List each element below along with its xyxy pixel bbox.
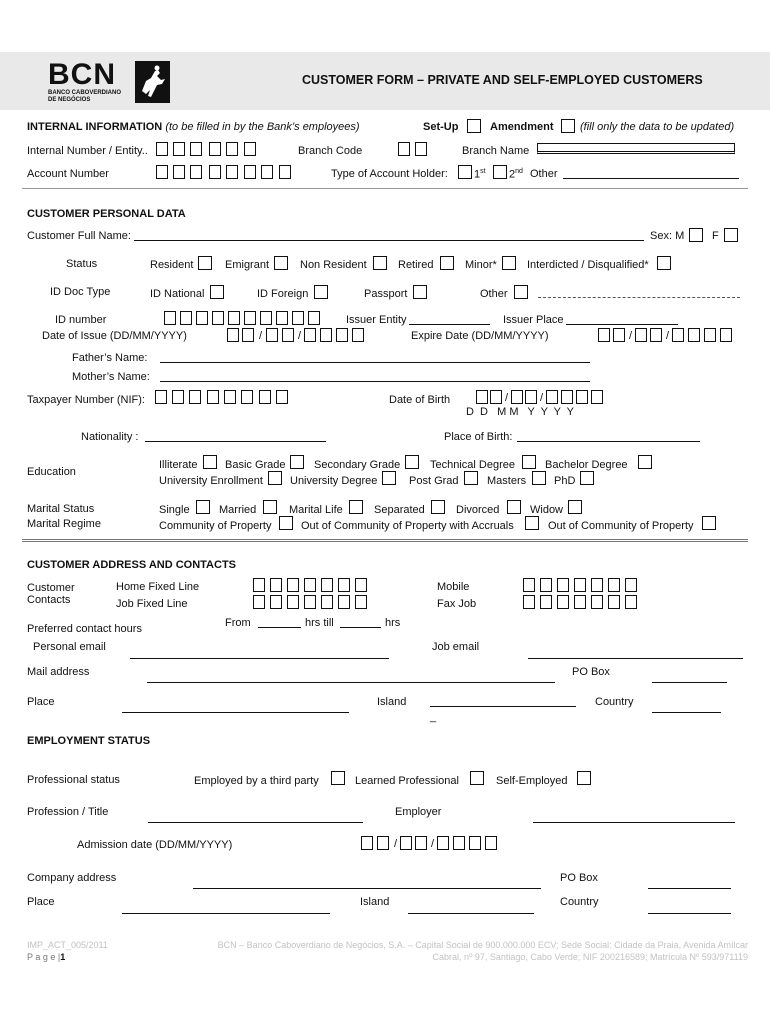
- preferred-hours-label: Preferred contact hours: [27, 623, 142, 635]
- edu-phd-label: PhD: [554, 475, 576, 487]
- island-label: Island: [377, 696, 407, 708]
- personal-heading: CUSTOMER PERSONAL DATA: [27, 208, 186, 220]
- po-box-field[interactable]: [652, 682, 727, 683]
- full-name-field[interactable]: [134, 240, 644, 241]
- professional-status-label: Professional status: [27, 774, 120, 786]
- regime-out-label: Out of Community of Property: [548, 520, 694, 532]
- sex-m-checkbox[interactable]: [689, 228, 703, 242]
- status-interdicted-label: Interdicted / Disqualified*: [527, 259, 649, 271]
- island-dash: _: [430, 711, 437, 723]
- amendment-label: Amendment: [490, 121, 554, 133]
- status-resident-label: Resident: [150, 259, 194, 271]
- status-minor-label: Minor*: [465, 259, 497, 271]
- internal-heading: INTERNAL INFORMATION (to be filled in by the Bank’s employees): [27, 121, 360, 133]
- employed-third-party-checkbox[interactable]: [331, 771, 345, 785]
- employment-po-box-label: PO Box: [560, 872, 598, 884]
- expire-date-label: Expire Date (DD/MM/YYYY): [411, 330, 549, 342]
- regime-community-label: Community of Property: [159, 520, 272, 532]
- father-name-field[interactable]: [160, 362, 590, 363]
- branch-name-label: Branch Name: [462, 145, 530, 157]
- sex-m-label: Sex: M: [650, 230, 685, 242]
- status-non-resident-label: Non Resident: [300, 259, 367, 271]
- marital-life-checkbox[interactable]: [349, 500, 363, 514]
- nif-label: Taxpayer Number (NIF):: [27, 394, 145, 406]
- status-non-resident-checkbox[interactable]: [373, 256, 387, 270]
- employment-island-label: Island: [360, 896, 390, 908]
- self-employed-label: Self-Employed: [496, 775, 568, 787]
- sex-f-label: F: [712, 230, 719, 242]
- status-interdicted-checkbox[interactable]: [657, 256, 671, 270]
- father-name-label: Father’s Name:: [72, 352, 148, 364]
- marital-separated-label: Separated: [374, 504, 425, 516]
- personal-email-label: Personal email: [33, 641, 106, 653]
- employment-po-box-field[interactable]: [648, 888, 731, 889]
- home-fixed-label: Home Fixed Line: [116, 581, 200, 593]
- marital-married-checkbox[interactable]: [263, 500, 277, 514]
- marital-single-label: Single: [159, 504, 190, 516]
- marital-widow-checkbox[interactable]: [568, 500, 582, 514]
- edu-bachelor-label: Bachelor Degree: [545, 459, 628, 471]
- edu-technical-label: Technical Degree: [430, 459, 515, 471]
- full-name-label: Customer Full Name:: [27, 230, 131, 242]
- horse-rider-emblem-icon: [135, 61, 170, 103]
- footer-code: IMP_ACT_005/2011: [27, 940, 108, 950]
- internal-number-label: Internal Number / Entity..: [27, 145, 148, 157]
- edu-postgrad-label: Post Grad: [409, 475, 459, 487]
- birth-place-field[interactable]: [517, 441, 700, 442]
- mail-address-field[interactable]: [147, 682, 555, 683]
- nationality-field[interactable]: [145, 441, 326, 442]
- marital-separated-checkbox[interactable]: [431, 500, 445, 514]
- holder-second-checkbox[interactable]: [493, 165, 507, 179]
- branch-code-label: Branch Code: [298, 145, 363, 157]
- footer-legal: BCN – Banco Caboverdiano de Negócios, S.A. – Capital Social de 900.000.000 ECV; Sede Social: Cidade da Praia, Avenida Amílcar Cabral, nº 97, Santiago, Cabo Verde; NIF 200216589; Matrícula Nº 593/971119: [217, 940, 748, 962]
- marital-status-label: Marital Status: [27, 503, 95, 515]
- mother-name-field[interactable]: [160, 381, 590, 382]
- id-other-checkbox[interactable]: [514, 285, 528, 299]
- divider: [22, 188, 748, 189]
- from-field[interactable]: [258, 627, 301, 628]
- birth-place-label: Place of Birth:: [444, 431, 513, 443]
- passport-checkbox[interactable]: [413, 285, 427, 299]
- passport-label: Passport: [364, 288, 408, 300]
- employed-third-party-label: Employed by a third party: [194, 775, 319, 787]
- edu-illiterate-label: Illiterate: [159, 459, 198, 471]
- marital-widow-label: Widow: [530, 504, 564, 516]
- form-title: CUSTOMER FORM – PRIVATE AND SELF-EMPLOYED CUSTOMERS: [302, 73, 703, 87]
- marital-regime-label: Marital Regime: [27, 518, 101, 530]
- issuer-place-field[interactable]: [566, 324, 678, 325]
- hrs-till-label: hrs till: [305, 617, 334, 629]
- marital-married-label: Married: [219, 504, 257, 516]
- po-box-label: PO Box: [572, 666, 610, 678]
- mail-address-label: Mail address: [27, 666, 90, 678]
- dob-label: Date of Birth: [389, 394, 451, 406]
- id-other-label: Other: [480, 288, 508, 300]
- status-emigrant-checkbox[interactable]: [274, 256, 288, 270]
- id-national-label: ID National: [150, 288, 205, 300]
- employment-place-label: Place: [27, 896, 55, 908]
- holder-second-label: 2nd: [509, 168, 523, 181]
- marital-divorced-checkbox[interactable]: [507, 500, 521, 514]
- job-email-label: Job email: [432, 641, 480, 653]
- regime-out-checkbox[interactable]: [702, 516, 716, 530]
- country-label: Country: [595, 696, 634, 708]
- profession-field[interactable]: [148, 822, 363, 823]
- self-employed-checkbox[interactable]: [577, 771, 591, 785]
- fax-label: Fax Job: [437, 598, 477, 610]
- branch-name-field[interactable]: [537, 143, 735, 154]
- edu-bachelor-checkbox[interactable]: [638, 455, 652, 469]
- profession-label: Profession / Title: [27, 806, 109, 818]
- account-number-label: Account Number: [27, 168, 109, 180]
- mother-name-label: Mother’s Name:: [72, 371, 150, 383]
- edu-phd-checkbox[interactable]: [580, 471, 594, 485]
- employment-island-field[interactable]: [408, 913, 534, 914]
- learned-professional-label: Learned Professional: [355, 775, 459, 787]
- marital-life-label: Marital Life: [289, 504, 343, 516]
- issuer-entity-field[interactable]: [409, 324, 490, 325]
- company-address-field[interactable]: [193, 888, 541, 889]
- id-number-label: ID number: [55, 314, 107, 326]
- issuer-entity-label: Issuer Entity: [346, 314, 407, 326]
- amendment-checkbox[interactable]: [561, 119, 575, 133]
- employment-heading: EMPLOYMENT STATUS: [27, 735, 151, 747]
- address-heading: CUSTOMER ADDRESS AND CONTACTS: [27, 559, 237, 571]
- edu-university-label: University Degree: [290, 475, 378, 487]
- customer-contacts-label: Customer Contacts: [27, 582, 75, 606]
- edu-enrollment-checkbox[interactable]: [268, 471, 282, 485]
- personal-email-field[interactable]: [130, 658, 389, 659]
- holder-other-field[interactable]: [563, 178, 739, 179]
- edu-technical-checkbox[interactable]: [522, 455, 536, 469]
- company-address-label: Company address: [27, 872, 117, 884]
- regime-community-checkbox[interactable]: [279, 516, 293, 530]
- status-retired-checkbox[interactable]: [440, 256, 454, 270]
- status-resident-checkbox[interactable]: [198, 256, 212, 270]
- learned-professional-checkbox[interactable]: [470, 771, 484, 785]
- nationality-label: Nationality :: [81, 431, 139, 443]
- employer-field[interactable]: [533, 822, 735, 823]
- island-field[interactable]: [430, 706, 576, 707]
- bank-logo-subtitle: BANCO CABOVERDIANO DE NEGÓCIOS: [48, 90, 122, 103]
- mobile-label: Mobile: [437, 581, 470, 593]
- status-retired-label: Retired: [398, 259, 434, 271]
- sex-f-checkbox[interactable]: [724, 228, 738, 242]
- footer-page: P a g e |1: [27, 952, 66, 962]
- status-minor-checkbox[interactable]: [502, 256, 516, 270]
- regime-accruals-checkbox[interactable]: [525, 516, 539, 530]
- till-field[interactable]: [340, 627, 381, 628]
- marital-divorced-label: Divorced: [456, 504, 500, 516]
- id-foreign-checkbox[interactable]: [314, 285, 328, 299]
- employment-place-field[interactable]: [122, 913, 330, 914]
- amendment-note: (fill only the data to be updated): [580, 121, 735, 133]
- setup-checkbox[interactable]: [467, 119, 481, 133]
- id-foreign-label: ID Foreign: [257, 288, 309, 300]
- country-field[interactable]: [652, 712, 721, 713]
- edu-secondary-checkbox[interactable]: [405, 455, 419, 469]
- edu-masters-checkbox[interactable]: [532, 471, 546, 485]
- dob-format-hint: D D M M Y Y Y Y: [466, 406, 575, 418]
- edu-enrollment-label: University Enrollment: [159, 475, 263, 487]
- place-label: Place: [27, 696, 55, 708]
- regime-accruals-label: Out of Community of Property with Accruals: [301, 520, 514, 532]
- divider: [22, 539, 748, 542]
- id-other-field[interactable]: [538, 297, 740, 298]
- issuer-place-label: Issuer Place: [503, 314, 564, 326]
- marital-single-checkbox[interactable]: [196, 500, 210, 514]
- edu-secondary-label: Secondary Grade: [314, 459, 401, 471]
- employment-country-label: Country: [560, 896, 599, 908]
- edu-university-checkbox[interactable]: [382, 471, 396, 485]
- setup-label: Set-Up: [423, 121, 459, 133]
- status-emigrant-label: Emigrant: [225, 259, 270, 271]
- id-national-checkbox[interactable]: [210, 285, 224, 299]
- edu-masters-label: Masters: [487, 475, 527, 487]
- job-email-field[interactable]: [528, 658, 743, 659]
- status-label: Status: [66, 258, 98, 270]
- edu-basic-label: Basic Grade: [225, 459, 286, 471]
- holder-other-label: Other: [530, 168, 558, 180]
- date-issue-label: Date of Issue (DD/MM/YYYY): [42, 330, 187, 342]
- edu-illiterate-checkbox[interactable]: [203, 455, 217, 469]
- holder-first-label: 1st: [474, 168, 486, 181]
- id-doc-label: ID Doc Type: [50, 286, 111, 298]
- job-fixed-label: Job Fixed Line: [116, 598, 188, 610]
- hrs-label: hrs: [385, 617, 401, 629]
- admission-date-label: Admission date (DD/MM/YYYY): [77, 839, 233, 851]
- employment-country-field[interactable]: [648, 913, 731, 914]
- holder-first-checkbox[interactable]: [458, 165, 472, 179]
- place-field[interactable]: [122, 712, 349, 713]
- edu-basic-checkbox[interactable]: [290, 455, 304, 469]
- edu-postgrad-checkbox[interactable]: [464, 471, 478, 485]
- education-label: Education: [27, 466, 76, 478]
- from-label: From: [225, 617, 251, 629]
- employer-label: Employer: [395, 806, 442, 818]
- holder-type-label: Type of Account Holder:: [331, 168, 448, 180]
- bank-logo-text: BCN: [48, 58, 116, 91]
